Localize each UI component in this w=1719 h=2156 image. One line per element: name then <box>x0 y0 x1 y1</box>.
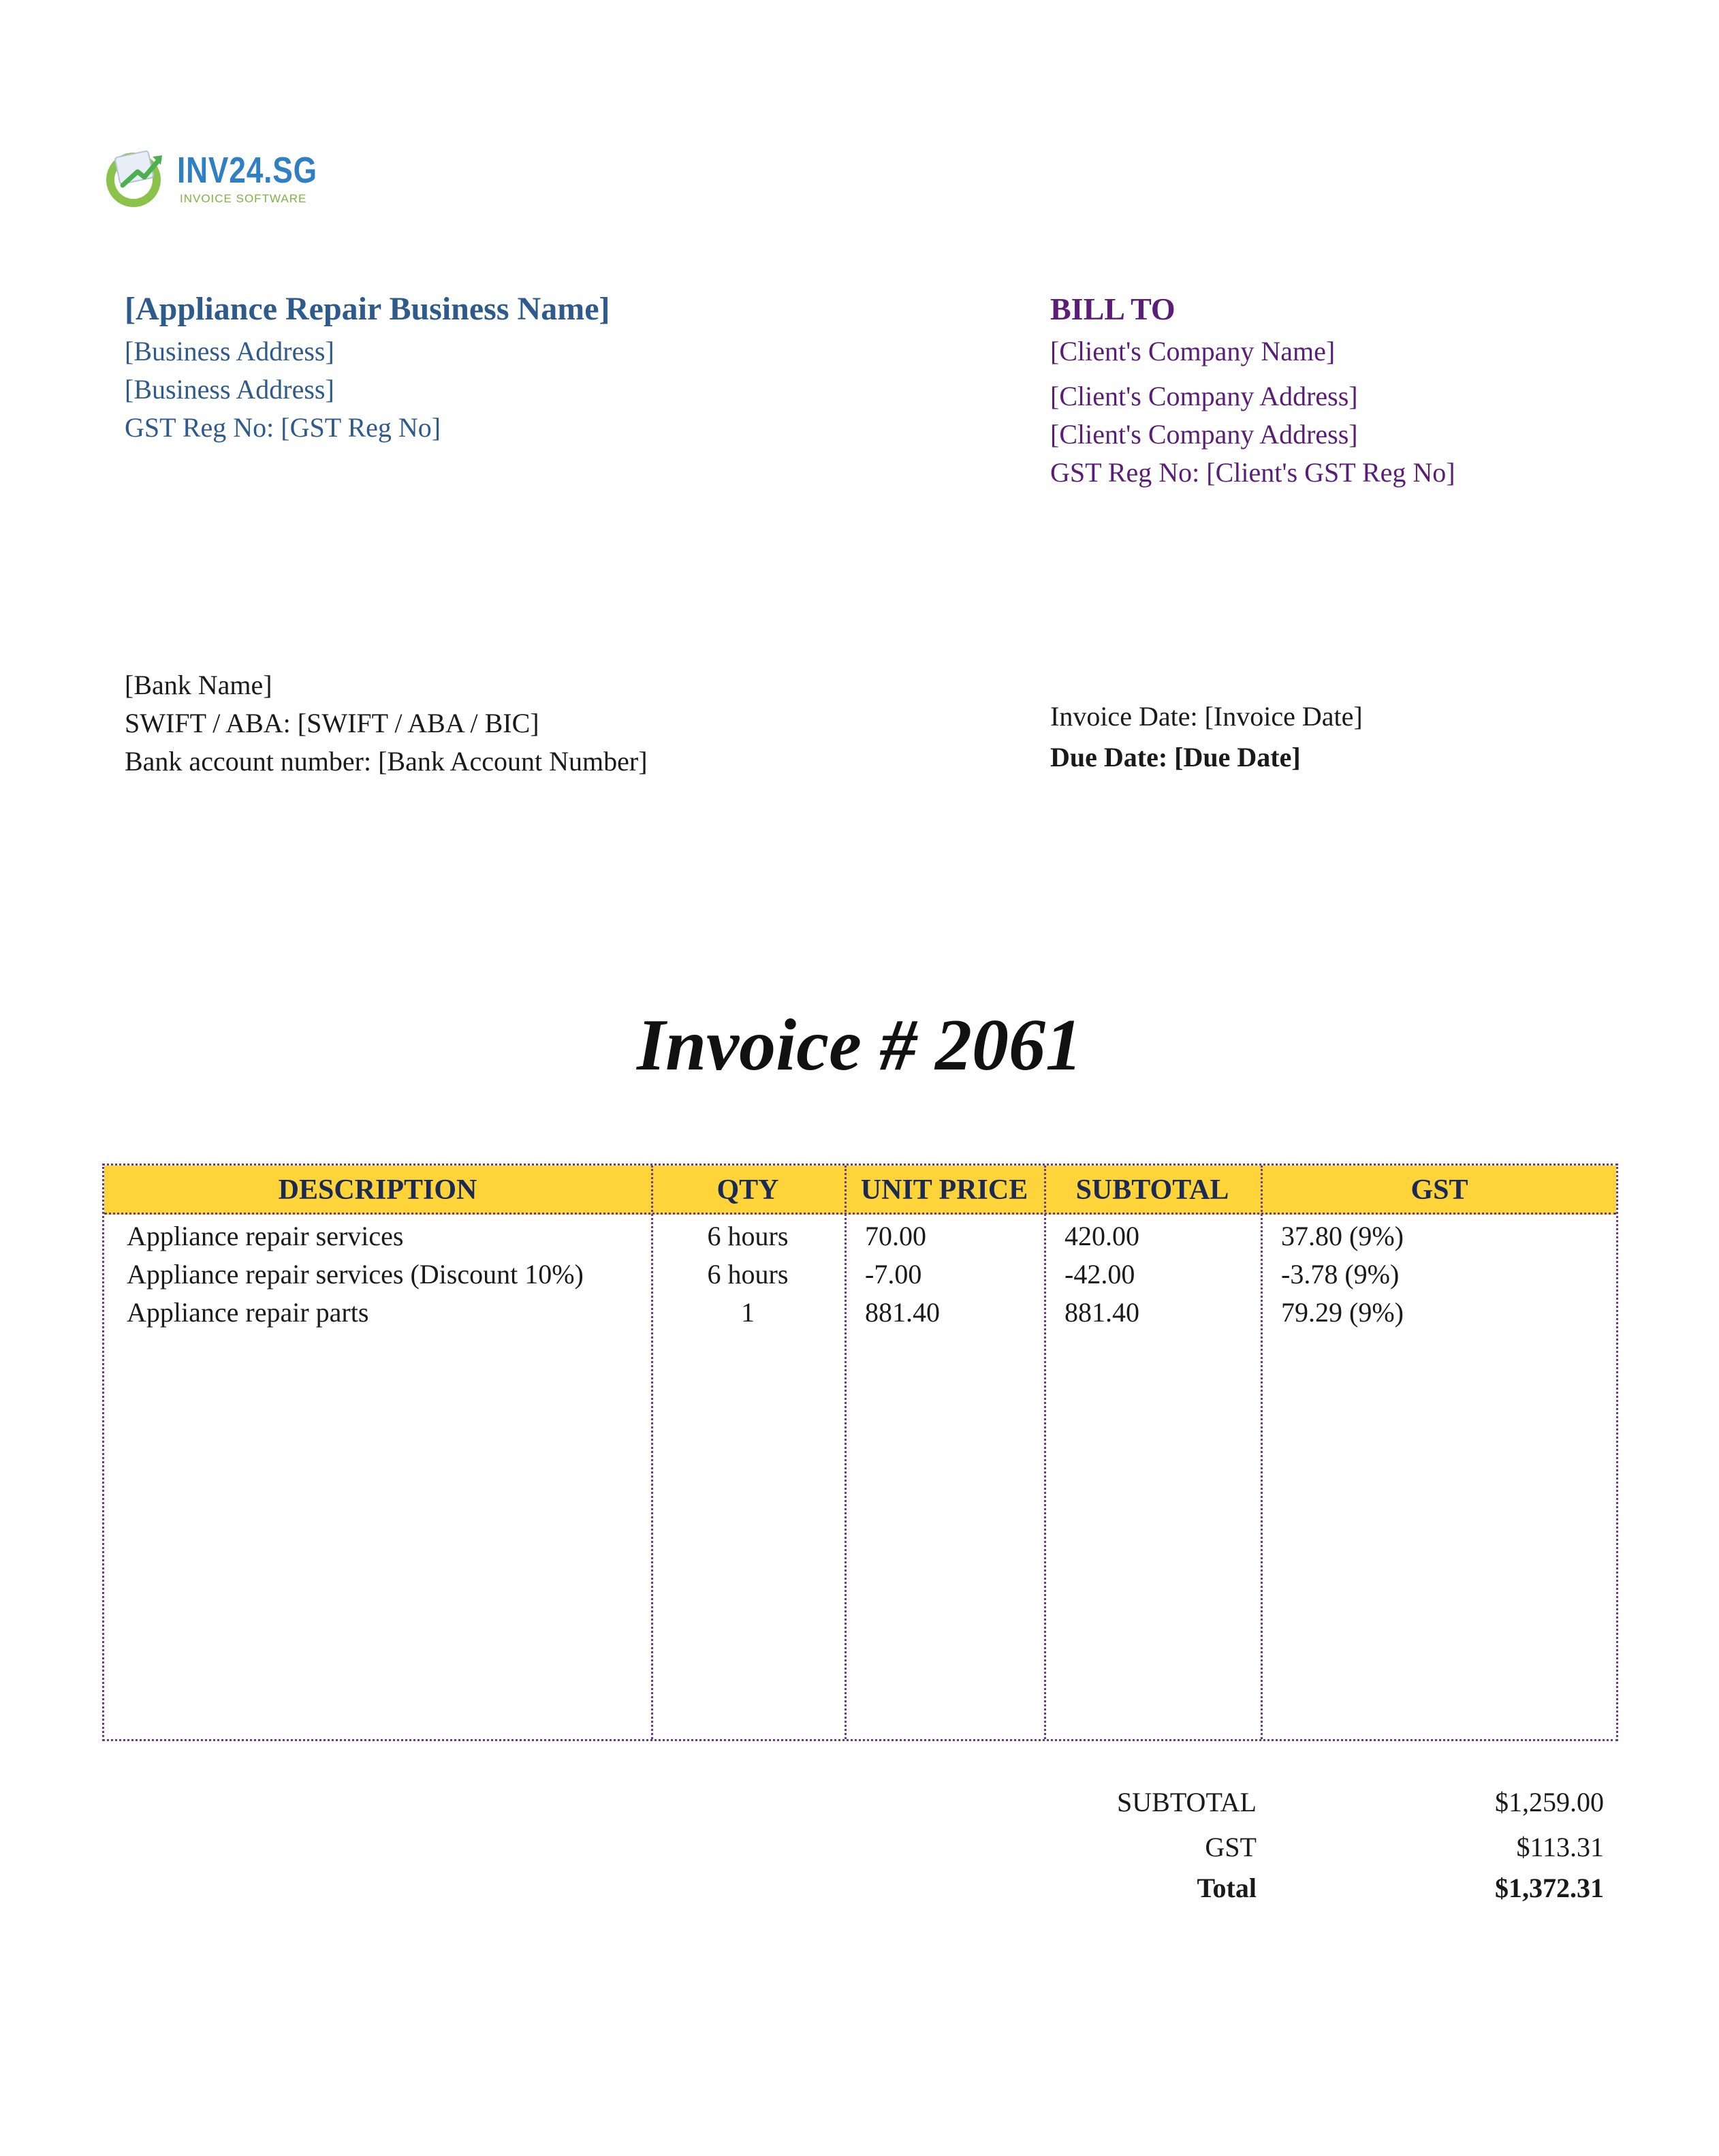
header-description: DESCRIPTION <box>278 1174 477 1206</box>
client-address-1: [Client's Company Address] <box>1050 381 1358 411</box>
invoice-date: Invoice Date: [Invoice Date] <box>1050 701 1363 732</box>
seller-name: [Appliance Repair Business Name] <box>125 291 610 327</box>
logo-mark-icon <box>102 144 170 210</box>
row-1-gst: 37.80 (9%) <box>1281 1221 1404 1251</box>
totals-total-value: $1,372.31 <box>1495 1873 1604 1903</box>
header-qty: QTY <box>716 1174 779 1206</box>
header-gst: GST <box>1410 1174 1468 1206</box>
column-divider <box>1044 1166 1046 1739</box>
row-3-qty: 1 <box>741 1297 755 1328</box>
bank-account: Bank account number: [Bank Account Number] <box>125 746 648 777</box>
column-divider <box>845 1166 847 1739</box>
header-unit-price: UNIT PRICE <box>860 1174 1028 1206</box>
invoice-title: Invoice # 2061 <box>637 1005 1082 1086</box>
due-date: Due Date: [Due Date] <box>1050 742 1301 772</box>
bank-swift: SWIFT / ABA: [SWIFT / ABA / BIC] <box>125 708 539 738</box>
totals-gst-value: $113.31 <box>1516 1832 1604 1862</box>
totals-subtotal-value: $1,259.00 <box>1495 1787 1604 1817</box>
row-2-subtotal: -42.00 <box>1064 1259 1135 1290</box>
row-2-description: Appliance repair services (Discount 10%) <box>127 1259 584 1290</box>
logo-tagline: INVOICE SOFTWARE <box>180 192 307 205</box>
column-divider <box>1261 1166 1263 1739</box>
client-company-name: [Client's Company Name] <box>1050 336 1336 366</box>
row-1-subtotal: 420.00 <box>1064 1221 1139 1251</box>
logo-brand-text: INV24.SG <box>177 150 317 191</box>
row-1-qty: 6 hours <box>707 1221 789 1251</box>
row-2-gst: -3.78 (9%) <box>1281 1259 1400 1290</box>
row-1-description: Appliance repair services <box>127 1221 404 1251</box>
bill-to-heading: BILL TO <box>1050 292 1176 326</box>
client-address-2: [Client's Company Address] <box>1050 419 1358 450</box>
header-subtotal: SUBTOTAL <box>1075 1174 1229 1206</box>
row-2-qty: 6 hours <box>707 1259 789 1290</box>
seller-address-1: [Business Address] <box>125 336 334 366</box>
row-1-unit-price: 70.00 <box>865 1221 926 1251</box>
items-table <box>102 1163 1618 1741</box>
bank-name: [Bank Name] <box>125 670 272 700</box>
totals-gst-label: GST <box>1205 1832 1257 1862</box>
seller-gst: GST Reg No: [GST Reg No] <box>125 412 441 443</box>
seller-address-2: [Business Address] <box>125 374 334 405</box>
totals-subtotal-label: SUBTOTAL <box>1117 1787 1257 1817</box>
row-3-gst: 79.29 (9%) <box>1281 1297 1404 1328</box>
row-3-unit-price: 881.40 <box>865 1297 940 1328</box>
client-gst: GST Reg No: [Client's GST Reg No] <box>1050 457 1455 488</box>
row-3-subtotal: 881.40 <box>1064 1297 1139 1328</box>
totals-total-label: Total <box>1197 1873 1257 1903</box>
company-logo <box>102 144 320 213</box>
row-3-description: Appliance repair parts <box>127 1297 369 1328</box>
row-2-unit-price: -7.00 <box>865 1259 922 1290</box>
